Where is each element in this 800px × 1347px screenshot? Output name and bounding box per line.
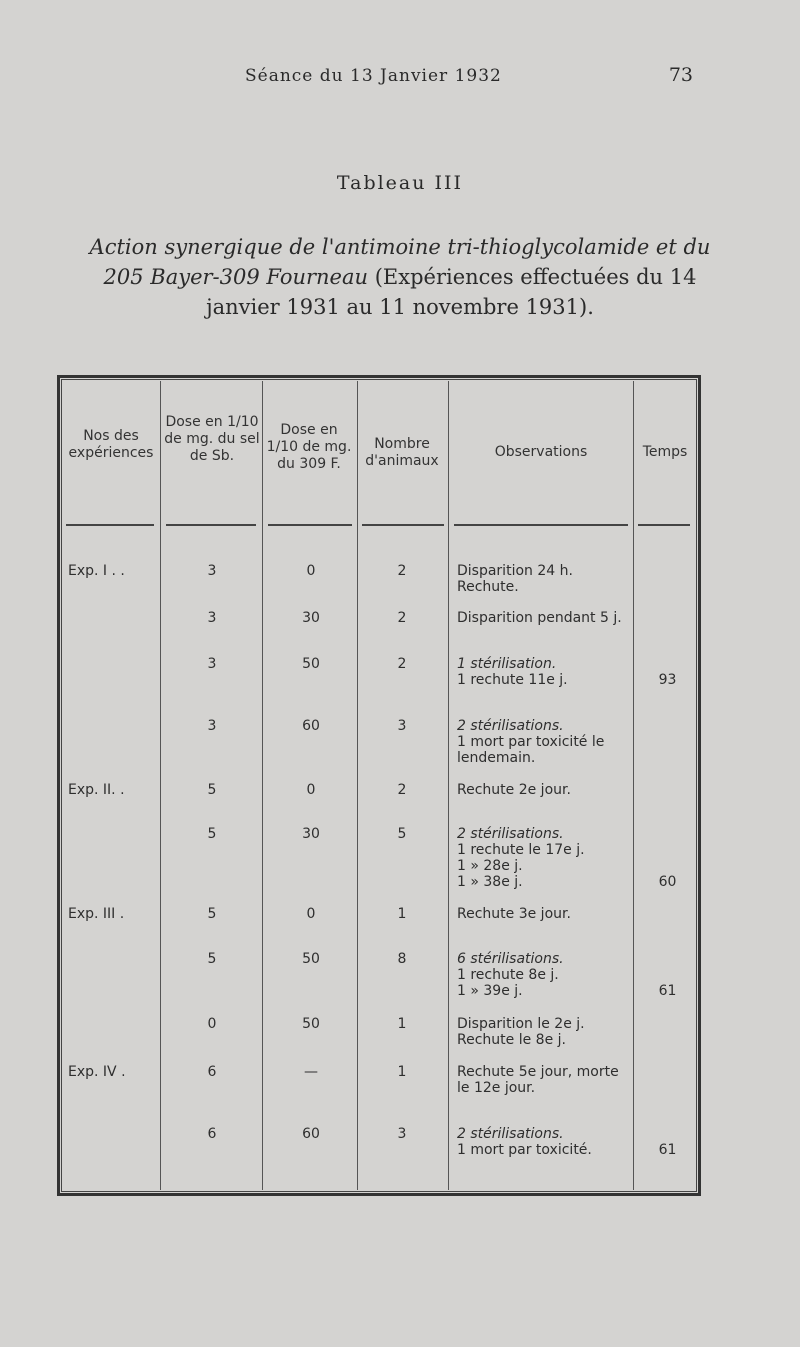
cell-dose-309: 50 bbox=[302, 656, 320, 672]
cell-animaux: 2 bbox=[397, 610, 407, 626]
observation-line: 1 mort par toxicité le bbox=[457, 734, 605, 750]
cell-observations bbox=[457, 826, 642, 890]
observation-line: 1 » 28e j. bbox=[457, 858, 523, 874]
column-divider bbox=[448, 381, 449, 1190]
caption-roman: (Expériences effectuées du 14 janvier 1931 au 11 novembre 1931). bbox=[206, 265, 697, 319]
cell-temps: 93 bbox=[658, 672, 677, 688]
caption-italic: Action synergique de l'antimoine tri-thioglycolamide et du 205 Bayer-309 Fourneau bbox=[89, 235, 711, 289]
cell-dose-sb: 3 bbox=[207, 718, 217, 734]
observation-line: Rechute. bbox=[457, 579, 519, 595]
cell-observations bbox=[457, 656, 642, 688]
observation-line: Disparition le 2e j. bbox=[457, 1016, 585, 1032]
observation-line: le 12e jour. bbox=[457, 1080, 536, 1096]
cell-dose-sb: 5 bbox=[207, 826, 217, 842]
cell-exp: Exp. III . bbox=[68, 906, 125, 922]
cell-dose-309: 50 bbox=[302, 951, 320, 967]
cell-dose-sb: 5 bbox=[207, 906, 217, 922]
cell-dose-sb: 6 bbox=[207, 1126, 217, 1142]
cell-dose-309: 30 bbox=[302, 826, 320, 842]
table-caption bbox=[70, 232, 730, 322]
header-rule bbox=[454, 524, 628, 526]
cell-dose-sb: 3 bbox=[207, 610, 217, 626]
cell-dose-sb: 3 bbox=[207, 656, 217, 672]
cell-animaux: 8 bbox=[397, 951, 407, 967]
cell-dose-sb: 6 bbox=[207, 1064, 217, 1080]
cell-dose-309: 50 bbox=[302, 1016, 320, 1032]
cell-animaux: 2 bbox=[397, 656, 407, 672]
cell-exp: Exp. I . . bbox=[68, 563, 125, 579]
observation-line: 2 stérilisations. bbox=[457, 1126, 564, 1142]
table-title: Tableau III bbox=[336, 172, 464, 194]
cell-animaux: 1 bbox=[397, 1016, 407, 1032]
header-rule bbox=[268, 524, 352, 526]
observation-line: 1 mort par toxicité. bbox=[457, 1142, 592, 1158]
cell-animaux: 2 bbox=[397, 782, 407, 798]
observation-line: 1 stérilisation. bbox=[457, 656, 557, 672]
running-head-title: Séance du 13 Janvier 1932 bbox=[245, 66, 502, 86]
observation-line: 2 stérilisations. bbox=[457, 826, 564, 842]
header-temps: Temps bbox=[642, 444, 688, 460]
column-divider bbox=[262, 381, 263, 1190]
header-rule bbox=[638, 524, 690, 526]
cell-temps: 61 bbox=[658, 1142, 677, 1158]
header-observations: Observations bbox=[494, 444, 588, 460]
cell-observations bbox=[457, 1016, 642, 1048]
page-number: 73 bbox=[668, 64, 693, 86]
observation-line: 2 stérilisations. bbox=[457, 718, 564, 734]
observation-line: 1 rechute 11e j. bbox=[457, 672, 568, 688]
cell-animaux: 3 bbox=[397, 1126, 407, 1142]
header-rule bbox=[66, 524, 154, 526]
cell-dose-309: 0 bbox=[306, 782, 316, 798]
observation-line: Rechute 3e jour. bbox=[457, 906, 571, 922]
cell-animaux: 2 bbox=[397, 563, 407, 579]
observation-line: 1 rechute 8e j. bbox=[457, 967, 559, 983]
cell-exp: Exp. IV . bbox=[68, 1064, 126, 1080]
observation-line: Rechute 2e jour. bbox=[457, 782, 571, 798]
header-rule bbox=[362, 524, 444, 526]
cell-animaux: 3 bbox=[397, 718, 407, 734]
cell-dose-309: 30 bbox=[302, 610, 320, 626]
header-animaux: Nombre d'animaux bbox=[365, 436, 439, 469]
cell-exp: Exp. II. . bbox=[68, 782, 125, 798]
cell-observations bbox=[457, 782, 642, 798]
observation-line: Rechute 5e jour, morte bbox=[457, 1064, 619, 1080]
observation-line: 1 rechute le 17e j. bbox=[457, 842, 585, 858]
cell-dose-sb: 3 bbox=[207, 563, 217, 579]
observation-line: 1 » 38e j. bbox=[457, 874, 523, 890]
cell-dose-309: 60 bbox=[302, 718, 320, 734]
observation-line: 1 » 39e j. bbox=[457, 983, 523, 999]
cell-observations bbox=[457, 610, 642, 626]
observation-line: Disparition 24 h. bbox=[457, 563, 573, 579]
cell-animaux: 5 bbox=[397, 826, 407, 842]
cell-observations bbox=[457, 718, 642, 766]
cell-dose-309: — bbox=[304, 1064, 318, 1080]
header-rule bbox=[166, 524, 256, 526]
observation-line: 6 stérilisations. bbox=[457, 951, 564, 967]
header-experiences: Nos des expériences bbox=[68, 428, 154, 461]
cell-dose-sb: 5 bbox=[207, 951, 217, 967]
observation-line: Disparition pendant 5 j. bbox=[457, 610, 622, 626]
cell-observations bbox=[457, 1064, 642, 1096]
cell-dose-sb: 5 bbox=[207, 782, 217, 798]
cell-observations bbox=[457, 951, 642, 999]
observation-line: lendemain. bbox=[457, 750, 536, 766]
cell-temps: 60 bbox=[658, 874, 677, 890]
cell-observations bbox=[457, 906, 642, 922]
cell-dose-309: 0 bbox=[306, 906, 316, 922]
cell-animaux: 1 bbox=[397, 1064, 407, 1080]
cell-dose-sb: 0 bbox=[207, 1016, 217, 1032]
cell-observations bbox=[457, 1126, 642, 1158]
cell-animaux: 1 bbox=[397, 906, 407, 922]
cell-dose-309: 60 bbox=[302, 1126, 320, 1142]
data-table bbox=[57, 375, 701, 1196]
cell-observations bbox=[457, 563, 642, 595]
cell-dose-309: 0 bbox=[306, 563, 316, 579]
observation-line: Rechute le 8e j. bbox=[457, 1032, 566, 1048]
cell-temps: 61 bbox=[658, 983, 677, 999]
header-dose-309: Dose en 1/10 de mg. du 309 F. bbox=[266, 422, 352, 472]
running-head bbox=[0, 62, 800, 92]
header-dose-sb: Dose en 1/10 de mg. du sel de Sb. bbox=[164, 414, 260, 464]
